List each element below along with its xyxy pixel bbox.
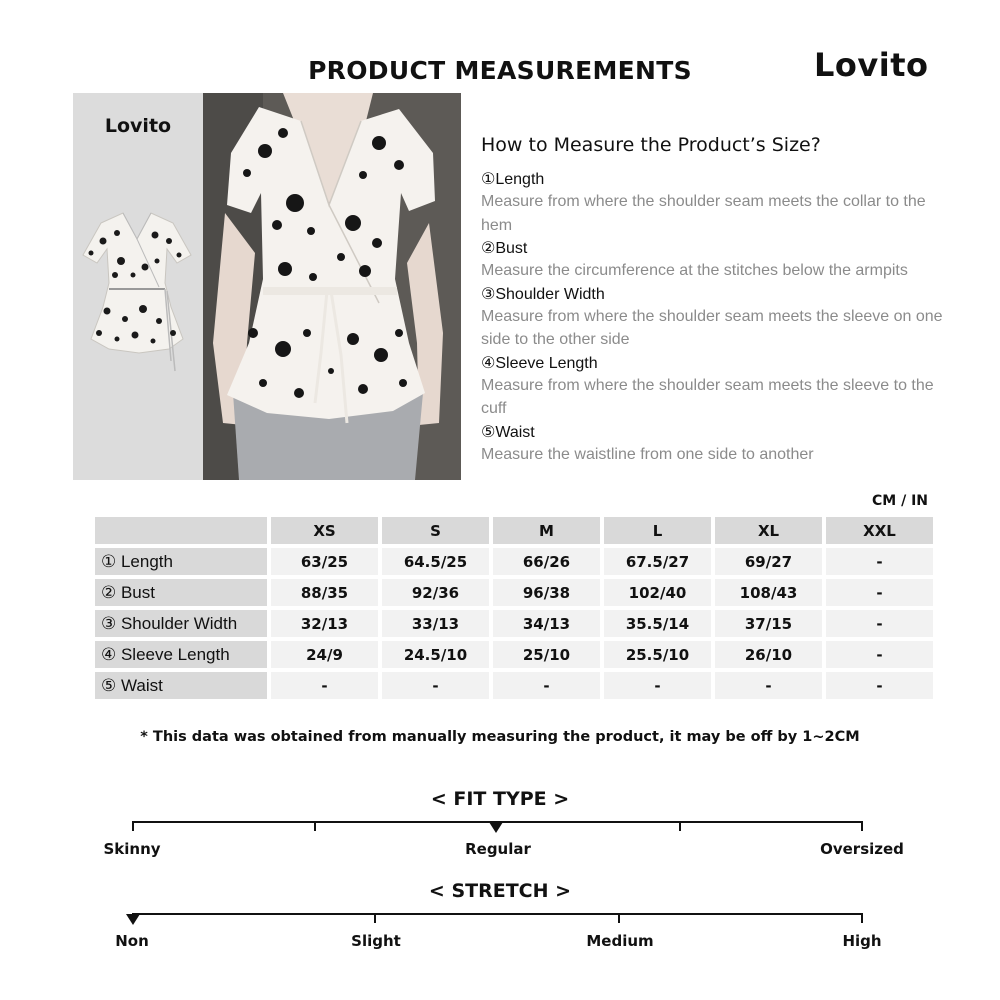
size-table <box>91 513 937 703</box>
fit-type-tick <box>314 821 316 831</box>
table-cell: - <box>382 672 489 699</box>
page-title: PRODUCT MEASUREMENTS <box>308 56 692 85</box>
table-cell: 24/9 <box>271 641 378 668</box>
guide-item-desc: Measure from where the shoulder seam meets the sleeve on one side to the other side <box>481 307 943 348</box>
table-cell: 35.5/14 <box>604 610 711 637</box>
row-label: ③ Shoulder Width <box>95 610 267 637</box>
table-cell: 92/36 <box>382 579 489 606</box>
measurement-note: * This data was obtained from manually measuring the product, it may be off by 1~2CM <box>140 729 860 745</box>
flatlay-top-illustration <box>79 211 197 473</box>
table-cell: 66/26 <box>493 548 600 575</box>
units-label: CM / IN <box>872 493 928 509</box>
table-cell: - <box>826 610 933 637</box>
table-cell: 63/25 <box>271 548 378 575</box>
table-cell: 96/38 <box>493 579 600 606</box>
table-cell: 108/43 <box>715 579 822 606</box>
table-row <box>95 672 933 699</box>
column-header: XL <box>715 517 822 544</box>
guide-item-bust <box>481 239 951 283</box>
stretch-tick <box>861 913 863 923</box>
fit-type-title: < FIT TYPE > <box>430 788 570 810</box>
guide-item-length <box>481 170 951 237</box>
stretch-tick <box>374 913 376 923</box>
table-cell: - <box>826 641 933 668</box>
guide-item-shoulder-width <box>481 285 951 352</box>
table-cell: 33/13 <box>382 610 489 637</box>
brand-logo: Lovito <box>814 46 929 84</box>
table-cell: - <box>604 672 711 699</box>
table-cell: 24.5/10 <box>382 641 489 668</box>
row-label: ① Length <box>95 548 267 575</box>
guide-item-label: ③Shoulder Width <box>481 285 605 303</box>
table-cell: 69/27 <box>715 548 822 575</box>
table-cell: - <box>715 672 822 699</box>
stretch-label-non: Non <box>115 932 149 950</box>
model-wearing-top-illustration <box>203 93 461 480</box>
guide-item-label: ②Bust <box>481 240 528 257</box>
column-header: S <box>382 517 489 544</box>
table-cell: 32/13 <box>271 610 378 637</box>
stretch-marker-icon <box>126 914 140 925</box>
row-label: ② Bust <box>95 579 267 606</box>
table-cell: - <box>826 579 933 606</box>
table-cell: - <box>826 672 933 699</box>
table-cell: - <box>493 672 600 699</box>
table-cell: - <box>271 672 378 699</box>
column-header: XXL <box>826 517 933 544</box>
guide-item-sleeve-length <box>481 354 951 421</box>
row-label: ④ Sleeve Length <box>95 641 267 668</box>
flatlay-image <box>73 93 203 480</box>
table-cell: 67.5/27 <box>604 548 711 575</box>
stretch-line <box>132 913 863 915</box>
fit-type-tick <box>132 821 134 831</box>
guide-item-label: ①Length <box>481 171 545 188</box>
guide-item-label: ④Sleeve Length <box>481 354 598 372</box>
table-header-row <box>95 517 933 544</box>
guide-title: How to Measure the Product’s Size? <box>481 134 821 156</box>
table-cell: - <box>826 548 933 575</box>
guide-item-desc: Measure from where the shoulder seam meets the sleeve to the cuff <box>481 376 934 417</box>
table-corner <box>95 517 267 544</box>
stretch-title: < STRETCH > <box>428 880 572 902</box>
table-cell: 37/15 <box>715 610 822 637</box>
fit-type-label-skinny: Skinny <box>103 840 161 858</box>
table-row <box>95 641 933 668</box>
stretch-label-medium: Medium <box>586 932 654 950</box>
table-row <box>95 610 933 637</box>
fit-type-tick <box>679 821 681 831</box>
guide-item-label: ⑤Waist <box>481 423 535 441</box>
guide-item-desc: Measure from where the shoulder seam meets the collar to the hem <box>481 193 926 234</box>
fit-type-label-regular: Regular <box>465 840 531 858</box>
table-cell: 34/13 <box>493 610 600 637</box>
model-photo <box>203 93 461 480</box>
fit-type-marker-icon <box>489 822 503 833</box>
column-header: L <box>604 517 711 544</box>
table-row <box>95 548 933 575</box>
column-header: M <box>493 517 600 544</box>
table-cell: 102/40 <box>604 579 711 606</box>
stretch-tick <box>618 913 620 923</box>
table-cell: 25/10 <box>493 641 600 668</box>
table-cell: 25.5/10 <box>604 641 711 668</box>
table-cell: 26/10 <box>715 641 822 668</box>
guide-item-desc: Measure the waistline from one side to another <box>481 445 814 463</box>
fit-type-tick <box>861 821 863 831</box>
table-cell: 64.5/25 <box>382 548 489 575</box>
row-label: ⑤ Waist <box>95 672 267 699</box>
guide-item-desc: Measure the circumference at the stitches below the armpits <box>481 262 908 279</box>
fit-type-label-oversized: Oversized <box>820 840 904 858</box>
stretch-label-high: High <box>842 932 882 950</box>
flatlay-brand-logo: Lovito <box>104 115 172 137</box>
column-header: XS <box>271 517 378 544</box>
stretch-label-slight: Slight <box>351 932 401 950</box>
table-row <box>95 579 933 606</box>
table-cell: 88/35 <box>271 579 378 606</box>
guide-item-waist <box>481 423 951 467</box>
measure-guide <box>481 134 951 468</box>
